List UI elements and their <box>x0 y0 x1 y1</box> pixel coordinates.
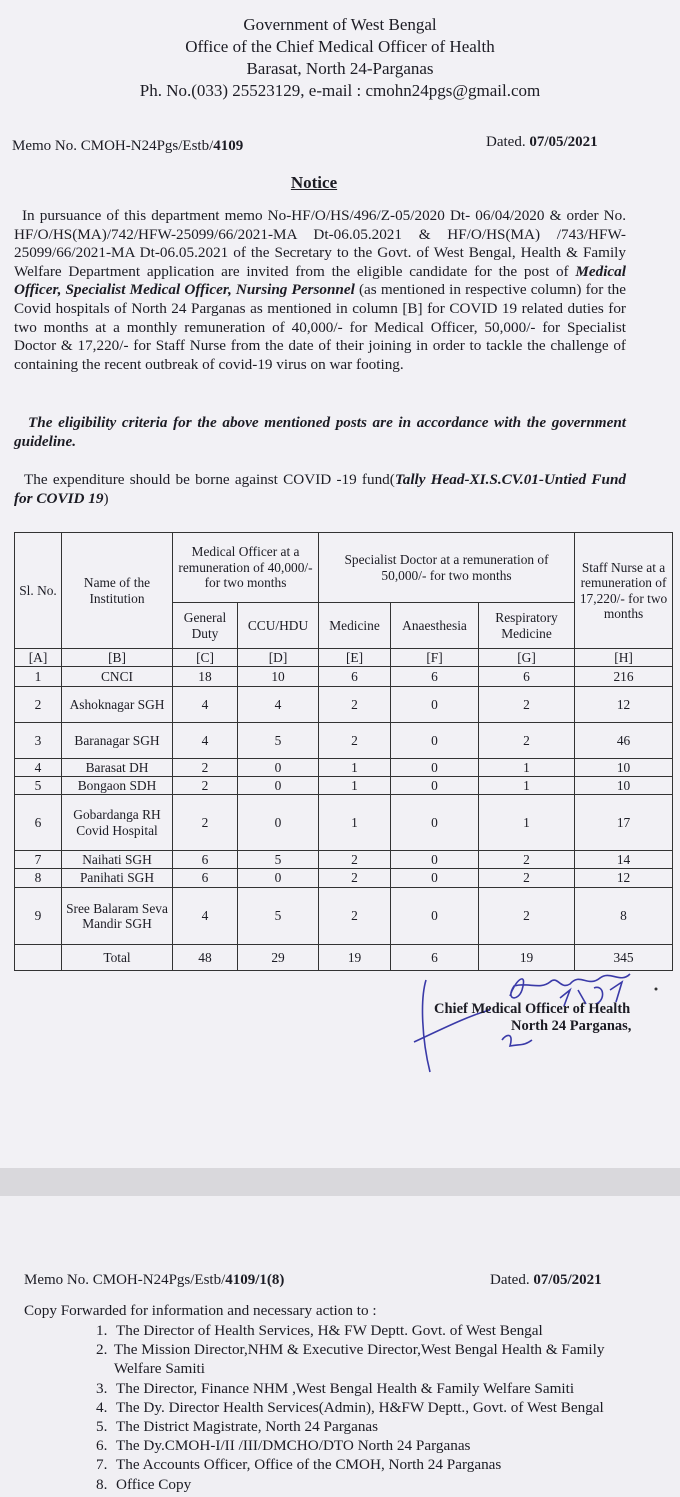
table-cell: 12 <box>575 869 673 888</box>
office-name: Office of the Chief Medical Officer of Health <box>185 37 495 56</box>
table-cell: 6 <box>173 851 238 869</box>
header-staff-nurse: Staff Nurse at a remuneration of 17,220/- for two months <box>575 533 673 649</box>
recipient-number: 4. <box>96 1398 108 1416</box>
table-cell: 2 <box>173 795 238 851</box>
notice-paragraph: In pursuance of this department memo No-HF/O/HS/496/Z-05/2020 Dt- 06/04/2020 & order No. HF/O/HS(MA)/742/HFW-25099/66/2021-MA Dt-06.05.2021 & HF/O/HS(MA) /743/HFW-25099/66/2021-MA Dt-06.05.2021 of the Secretary to the Govt. of West Bengal, Health & Family Welfare Department application are invited from the eligible candidate for the post of Medical Officer, Specialist Medical Officer, Nursing Personnel (as mentioned in respective column) for the Covid hospitals of North 24 Parganas as mentioned in column [B] for COVID 19 related duties for two months at a monthly remuneration of 40,000/- for Medical Officer, 50,000/- for Specialist Doctor & 17,220/- for Staff Nurse from the date of their joining in order to tackle the challenge of containing the recent outbreak of covid-19 virus on war footing. <box>14 207 626 373</box>
header-anaesthesia: Anaesthesia <box>391 603 479 649</box>
column-letter-row <box>15 649 673 667</box>
table-cell: Bongaon SDH <box>62 777 173 795</box>
recipient-text: The Accounts Officer, Office of the CMOH, North 24 Parganas <box>116 1456 502 1474</box>
copy-forward-intro: Copy Forwarded for information and necessary action to : <box>24 1302 377 1319</box>
recipient-text: The Dy. Director Health Services(Admin), H&FW Deptt., Govt. of West Bengal <box>116 1398 604 1416</box>
office-address: Barasat, North 24-Parganas <box>246 59 434 78</box>
table-cell: 46 <box>575 723 673 759</box>
table-cell: 6 <box>391 667 479 687</box>
table-cell: 10 <box>575 759 673 777</box>
table-cell: 1 <box>15 667 62 687</box>
table-cell: 17 <box>575 795 673 851</box>
table-cell: 18 <box>173 667 238 687</box>
table-cell: 2 <box>479 888 575 945</box>
signatory-place: North 24 Parganas, <box>511 1018 632 1034</box>
table-cell: 29 <box>238 945 319 971</box>
table-cell: 6 <box>479 667 575 687</box>
table-cell: 2 <box>479 851 575 869</box>
header-medical-officer: Medical Officer at a remuneration of 40,000/- for two months <box>173 533 319 603</box>
table-cell: 0 <box>238 777 319 795</box>
table-cell: 0 <box>238 869 319 888</box>
table-cell: CNCI <box>62 667 173 687</box>
table-cell: 2 <box>319 869 391 888</box>
table-cell: 1 <box>319 795 391 851</box>
table-row <box>15 869 673 888</box>
table-row <box>15 687 673 723</box>
table-cell: Naihati SGH <box>62 851 173 869</box>
table-row <box>15 777 673 795</box>
eligibility-paragraph: The eligibility criteria for the above mentioned posts are in accordance with the government guideline. <box>14 414 626 450</box>
table-cell: 2 <box>479 723 575 759</box>
recipient-text: The Director of Health Services, H& FW Deptt. Govt. of West Bengal <box>116 1322 543 1339</box>
table-cell: 5 <box>15 777 62 795</box>
table-cell: 4 <box>173 888 238 945</box>
table-cell: [A] <box>15 649 62 667</box>
table-cell: 0 <box>391 687 479 723</box>
table-cell: 8 <box>15 869 62 888</box>
table-cell: [F] <box>391 649 479 667</box>
recipient-item <box>96 1379 636 1398</box>
table-cell: 6 <box>15 795 62 851</box>
table-cell: 1 <box>479 759 575 777</box>
table-cell: 4 <box>15 759 62 777</box>
table-cell: Panihati SGH <box>62 869 173 888</box>
table-cell: 10 <box>575 777 673 795</box>
recipient-number: 6. <box>96 1437 108 1455</box>
recipient-item <box>96 1321 636 1340</box>
table-cell: 4 <box>173 723 238 759</box>
recipient-text: The Dy.CMOH-I/II /III/DMCHO/DTO North 24 Parganas <box>116 1437 471 1455</box>
table-cell: 2 <box>15 687 62 723</box>
table-cell: 2 <box>319 888 391 945</box>
table-row <box>15 759 673 777</box>
table-cell: Total <box>62 945 173 971</box>
recipient-number: 2. <box>96 1341 108 1359</box>
table-cell: 4 <box>238 687 319 723</box>
table-cell: 6 <box>319 667 391 687</box>
table-cell: [D] <box>238 649 319 667</box>
table-cell: [B] <box>62 649 173 667</box>
recipient-item <box>96 1455 636 1474</box>
table-cell: 216 <box>575 667 673 687</box>
table-cell: 5 <box>238 888 319 945</box>
table-row <box>15 723 673 759</box>
table-cell: 2 <box>319 851 391 869</box>
table-cell: 9 <box>15 888 62 945</box>
table-cell: 5 <box>238 723 319 759</box>
table-row <box>15 667 673 687</box>
table-cell: 2 <box>479 687 575 723</box>
table-cell: 2 <box>173 759 238 777</box>
recipient-item <box>96 1436 636 1455</box>
recipient-text: The Director, Finance NHM ,West Bengal Health & Family Welfare Samiti <box>116 1379 575 1397</box>
table-cell: 2 <box>319 687 391 723</box>
memo-date-copy: Dated. 07/05/2021 <box>490 1272 602 1288</box>
recipient-list <box>96 1321 636 1494</box>
table-cell: 0 <box>391 759 479 777</box>
govt-name: Government of West Bengal <box>243 15 437 34</box>
recipient-number: 3. <box>96 1379 108 1397</box>
copy-forward-page <box>0 1196 680 1497</box>
table-cell: 1 <box>319 777 391 795</box>
table-cell: 1 <box>319 759 391 777</box>
table-cell: Sree Balaram Seva Mandir SGH <box>62 888 173 945</box>
table-cell: [G] <box>479 649 575 667</box>
memo-number-copy: Memo No. CMOH-N24Pgs/Estb/4109/1(8) <box>24 1272 285 1288</box>
table-cell: 3 <box>15 723 62 759</box>
table-cell: [H] <box>575 649 673 667</box>
header-general-duty: General Duty <box>173 603 238 649</box>
office-contact: Ph. No.(033) 25523129, e-mail : cmohn24pgs@gmail.com <box>139 81 541 100</box>
recipient-text: Office Copy <box>116 1475 192 1493</box>
table-cell: [C] <box>173 649 238 667</box>
recipient-item <box>96 1340 636 1378</box>
notice-title: Notice <box>290 173 338 192</box>
table-cell: 0 <box>391 888 479 945</box>
table-cell: 14 <box>575 851 673 869</box>
header-institution: Name of the Institution <box>62 533 173 649</box>
table-cell: 5 <box>238 851 319 869</box>
header-sl-no: Sl. No. <box>15 533 62 649</box>
table-cell: 0 <box>391 795 479 851</box>
table-cell: 48 <box>173 945 238 971</box>
recipient-number: 7. <box>96 1456 108 1474</box>
signatory-title: Chief Medical Officer of Health <box>434 1001 631 1017</box>
table-cell: [E] <box>319 649 391 667</box>
recipient-item <box>96 1417 636 1436</box>
table-row <box>15 888 673 945</box>
table-cell: 1 <box>479 795 575 851</box>
header-medicine: Medicine <box>319 603 391 649</box>
table-cell: 19 <box>479 945 575 971</box>
table-cell: 6 <box>173 869 238 888</box>
recipient-number: 8. <box>96 1475 108 1493</box>
table-cell: 0 <box>238 759 319 777</box>
table-cell: Ashoknagar SGH <box>62 687 173 723</box>
table-cell: 4 <box>173 687 238 723</box>
table-cell: 0 <box>391 777 479 795</box>
table-cell: 0 <box>391 851 479 869</box>
table-cell: 10 <box>238 667 319 687</box>
table-row <box>15 851 673 869</box>
header-specialist-doctor: Specialist Doctor at a remuneration of 50,000/- for two months <box>319 533 575 603</box>
table-cell: 0 <box>391 869 479 888</box>
table-cell: 1 <box>479 777 575 795</box>
expenditure-paragraph: The expenditure should be borne against COVID -19 fund(Tally Head-XI.S.CV.01-Untied Fund for COVID 19) <box>14 471 626 507</box>
table-cell: Gobardanga RH Covid Hospital <box>62 795 173 851</box>
table-cell: Baranagar SGH <box>62 723 173 759</box>
recipient-number: 5. <box>96 1418 108 1436</box>
table-cell: 0 <box>238 795 319 851</box>
letterhead <box>0 14 680 102</box>
signatory-block <box>434 1001 631 1035</box>
memo-date: Dated. 07/05/2021 <box>486 134 598 150</box>
table-cell: 2 <box>173 777 238 795</box>
memo-number: Memo No. CMOH-N24Pgs/Estb/4109 <box>12 138 244 154</box>
table-cell: 12 <box>575 687 673 723</box>
recipient-item <box>96 1398 636 1417</box>
table-cell: 2 <box>319 723 391 759</box>
recipient-number: 1. <box>96 1322 108 1339</box>
recipient-item <box>96 1475 636 1494</box>
table-cell: 0 <box>391 723 479 759</box>
table-row <box>15 795 673 851</box>
recipient-text: The District Magistrate, North 24 Parganas <box>116 1418 379 1436</box>
table-cell <box>15 945 62 971</box>
table-cell: 2 <box>479 869 575 888</box>
header-respiratory-medicine: Respiratory Medicine <box>479 603 575 649</box>
table-cell: 6 <box>391 945 479 971</box>
table-cell: 345 <box>575 945 673 971</box>
table-cell: 7 <box>15 851 62 869</box>
table-cell: Barasat DH <box>62 759 173 777</box>
vacancy-table <box>14 532 673 971</box>
recipient-text: The Mission Director,NHM & Executive Director,West Bengal Health & Family Welfare Samiti <box>113 1341 605 1378</box>
header-ccu-hdu: CCU/HDU <box>238 603 319 649</box>
table-cell: 19 <box>319 945 391 971</box>
table-cell: 8 <box>575 888 673 945</box>
